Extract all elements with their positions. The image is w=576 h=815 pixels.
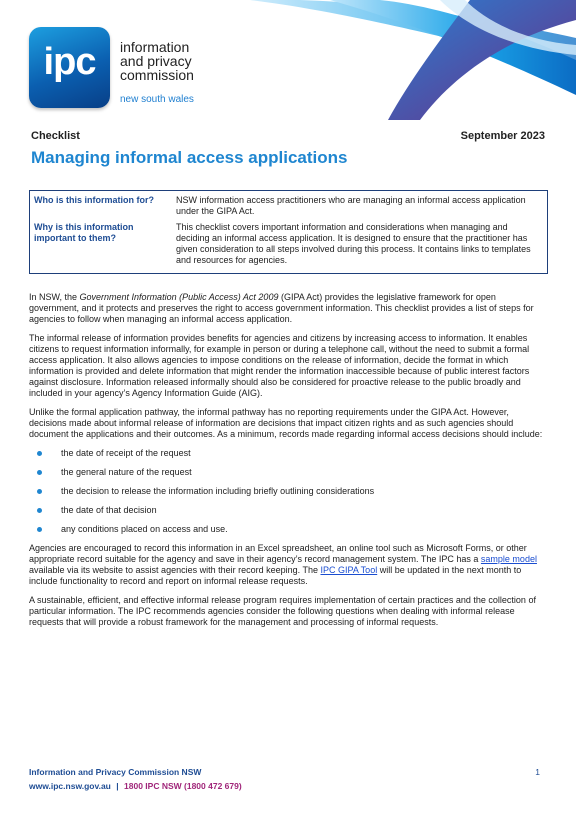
footer-phone: 1800 IPC NSW (1800 472 679) — [124, 781, 242, 791]
document-type: Checklist — [31, 130, 80, 142]
organisation-name — [120, 40, 194, 82]
page-number: 1 — [535, 767, 540, 777]
page-title: Managing informal access applications — [31, 148, 348, 167]
ipc-logo — [29, 27, 110, 108]
org-line-2: and privacy — [120, 53, 192, 69]
info-text: This checklist covers important information and considerations when managing and deciding an informal access application. It is designed to ensure that the practitioner has given consideration to all steps involved during this process. It contains links to templates and resources for agencies. — [176, 222, 531, 265]
org-line-1: information — [120, 39, 190, 55]
info-label: Who is this information for? — [34, 195, 154, 205]
paragraph-program: A sustainable, efficient, and effective informal release program requires implementation of certain practices and the collection of particular information. The IPC recommends agencies consider the following questions when dealing with informal release requests that will provide a robust framework for the management and processing of informal requests. — [29, 595, 536, 627]
records-list — [29, 448, 548, 535]
footer-website-link[interactable]: www.ipc.nsw.gov.au — [29, 781, 111, 791]
list-item: the date of receipt of the request — [29, 448, 548, 459]
document-date: September 2023 — [460, 130, 545, 142]
sample-model-link[interactable]: sample model — [480, 554, 537, 564]
footer-contact — [29, 781, 242, 791]
text: will be updated in the next month to include functionality to record and report on informal release requests. — [29, 565, 522, 586]
list-item: the decision to release the information including briefly outlining considerations — [29, 486, 548, 497]
footer-organisation: Information and Privacy Commission NSW — [29, 767, 202, 777]
act-title: Government Information (Public Access) Act 2009 — [79, 292, 279, 302]
audience-info-table — [29, 190, 548, 274]
text: In NSW, the — [29, 292, 80, 302]
org-line-3: commission — [120, 67, 194, 83]
info-text: NSW information access practitioners who are managing an informal access application under the GIPA Act. — [176, 195, 526, 216]
list-item: the date of that decision — [29, 505, 548, 516]
list-item: the general nature of the request — [29, 467, 548, 478]
text: Agencies are encouraged to record this information in an Excel spreadsheet, an online tool such as Microsoft Forms, or other appropriate record suitable for the agency and save in their agency’s record management system. The IPC has a — [29, 543, 527, 564]
paragraph-records: Unlike the formal application pathway, the informal pathway has no reporting requirements under the GIPA Act. However, decisions made about informal release of information are decisions that impact citizen rights and as such agencies should document the applications and their outcomes. As a minimum, records made regarding informal access decisions should include: — [29, 407, 543, 439]
paragraph-benefits: The informal release of information provides benefits for agencies and citizens by increasing access to information. It enables citizens to request information informally, for example in person or during a telephone call, without the need to submit a formal access application. It also allows agencies to impose conditions on the release of information, decide the format in which information is provided and delete information that might render the information inaccessible because of public interest factors against disclosure. Information released informally should also be considered for proactive release to the public broadly and included in your agency’s Agency Information Guide (AIG). — [29, 333, 530, 398]
info-label: Why is this information important to them? — [34, 222, 134, 243]
text: (GIPA Act) provides the legislative framework for open government, and it protects and preserves the right to access government information. This checklist provides a list of steps for agencies to follow when managing an informal access application. — [29, 292, 534, 324]
ipc-gipa-tool-link[interactable]: IPC GIPA Tool — [320, 565, 378, 575]
footer-separator: | — [116, 781, 119, 791]
logo-text: ipc — [43, 41, 96, 83]
text: available via its website to assist agencies with their record keeping. The — [29, 565, 321, 575]
paragraph-recording — [29, 543, 548, 587]
list-item: any conditions placed on access and use. — [29, 524, 548, 535]
organisation-region: new south wales — [120, 94, 194, 105]
body-text — [29, 292, 548, 636]
paragraph-intro — [29, 292, 548, 325]
